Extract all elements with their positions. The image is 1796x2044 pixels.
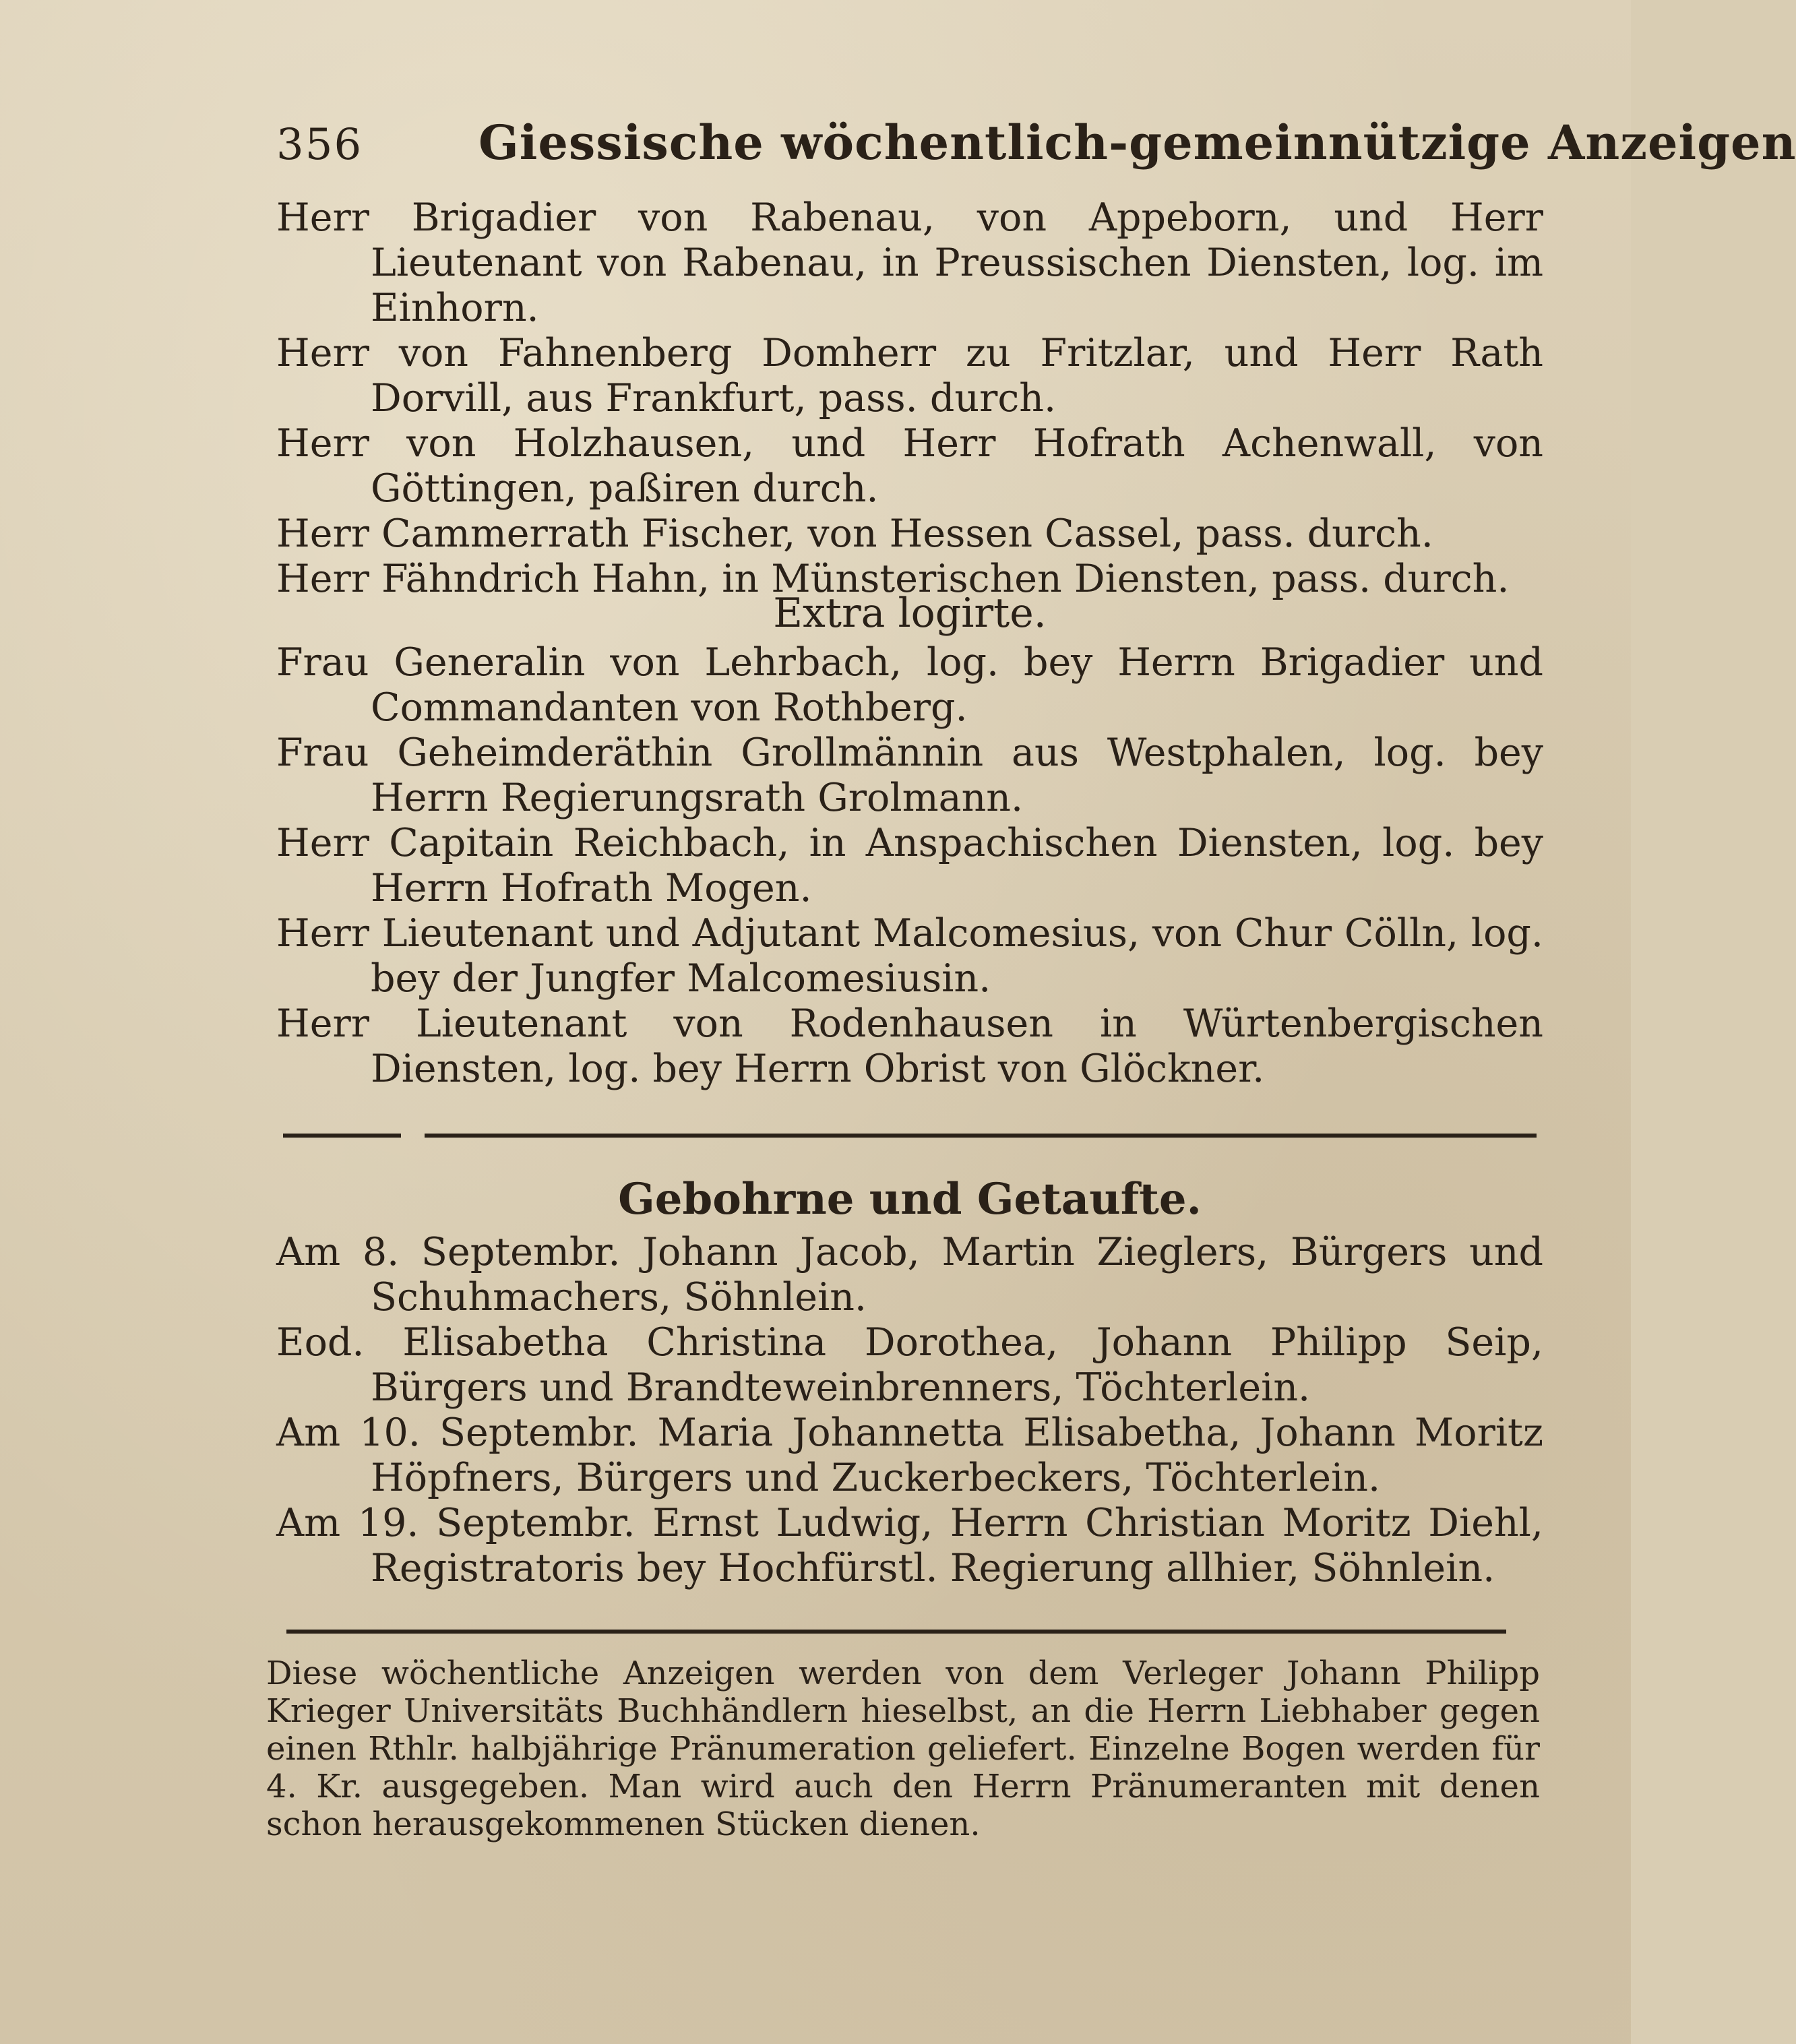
page-header — [276, 108, 1796, 182]
running-title: Giessische wöchentlich-gemeinnützige Anzeigen — [478, 115, 1796, 171]
section-heading: Gebohrne und Getaufte. — [618, 1174, 1202, 1225]
list-item: Frau Geheimderäthin Grollmännin aus Westphalen, log. bey Herrn Regierungsrath Grolmann. — [276, 731, 1543, 820]
list-item: Herr Lieutenant und Adjutant Malcomesius, von Chur Cölln, log. bey der Jungfer Malcomesiusin. — [276, 911, 1543, 1001]
list-item: Frau Generalin von Lehrbach, log. bey Herrn Brigadier und Commandanten von Rothberg. — [276, 640, 1543, 730]
births-section — [276, 1169, 1543, 1591]
list-item: Herr Cammerrath Fischer, von Hessen Cassel, pass. durch. — [276, 512, 1433, 556]
list-item: Herr Lieutenant von Rodenhausen in Würtenbergischen Diensten, log. bey Herrn Obrist von Glöckner. — [276, 1001, 1543, 1091]
list-item: Herr Brigadier von Rabenau, von Appeborn, und Herr Lieutenant von Rabenau, in Preussischen Diensten, log. im Einhorn. — [276, 195, 1543, 330]
list-item: Herr von Fahnenberg Domherr zu Fritzlar, und Herr Rath Dorvill, aus Frankfurt, pass. durch. — [276, 331, 1543, 421]
list-item: Eod. Elisabetha Christina Dorothea, Johann Philipp Seip, Bürgers und Brandteweinbrenners, Töchterlein. — [276, 1320, 1543, 1410]
divider-short — [283, 1134, 401, 1138]
section-subheading: Extra logirte. — [773, 590, 1047, 637]
list-item: Am 10. Septembr. Maria Johannetta Elisabetha, Johann Moritz Höpfners, Bürgers und Zuckerbeckers, Töchterlein. — [276, 1411, 1543, 1500]
list-item: Herr von Holzhausen, und Herr Hofrath Achenwall, von Göttingen, paßiren durch. — [276, 421, 1543, 511]
list-item: Am 19. Septembr. Ernst Ludwig, Herrn Christian Moritz Diehl, Registratoris bey Hochfürstl. Regierung allhier, Söhnlein. — [276, 1501, 1543, 1590]
page-number: 356 — [276, 120, 363, 170]
passanten-list — [276, 195, 1543, 602]
extra-logirte-section — [276, 586, 1543, 1092]
divider-long — [425, 1134, 1537, 1138]
footer-note: Diese wöchentliche Anzeigen werden von dem Verleger Johann Philipp Krieger Universitäts Buchhändlern hieselbst, an die Herrn Liebhaber gegen einen Rthlr. halbjährige Pränumeration geliefert. Einzelne Bogen werden für 4. Kr. ausgegeben. Man wird auch den Herrn Pränumeranten mit denen schon herausgekommenen Stücken dienen. — [266, 1654, 1540, 1843]
list-item: Am 8. Septembr. Johann Jacob, Martin Zieglers, Bürgers und Schuhmachers, Söhnlein. — [276, 1230, 1543, 1320]
divider-footer — [286, 1630, 1506, 1634]
list-item: Herr Capitain Reichbach, in Anspachischen Diensten, log. bey Herrn Hofrath Mogen. — [276, 821, 1543, 910]
list-item: Herr Fähndrich Hahn, in Münsterischen Diensten, pass. durch. — [276, 557, 1510, 601]
